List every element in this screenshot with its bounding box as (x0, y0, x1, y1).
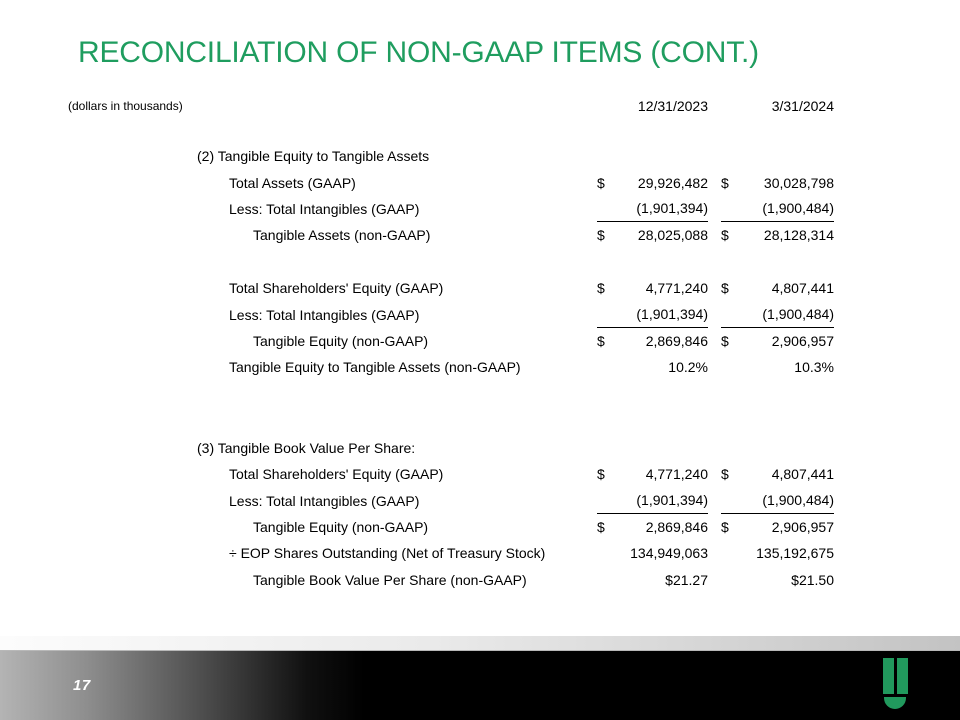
value-cell (721, 514, 834, 540)
value-text: (1,901,394) (636, 306, 708, 323)
value-text: 135,192,675 (756, 545, 834, 562)
table-row (0, 540, 960, 566)
logo-right-bar (897, 658, 908, 694)
value-cell (721, 540, 834, 566)
section-heading-label: (2) Tangible Equity to Tangible Assets (197, 148, 430, 165)
value-text: 29,926,482 (637, 174, 708, 191)
dollar-sign: $ (721, 174, 729, 191)
row-group (0, 275, 960, 381)
reconciliation-table (0, 143, 960, 593)
section-heading-row (0, 435, 960, 461)
dollar-sign: $ (721, 332, 729, 349)
column-header-date-1: 12/31/2023 (637, 98, 708, 114)
table-section (0, 143, 960, 381)
logo-bowl (884, 697, 906, 709)
table-row (0, 354, 960, 380)
value-cell (597, 222, 708, 248)
value-cell (721, 487, 834, 513)
value-text: 30,028,798 (763, 174, 834, 191)
row-label: Tangible Equity (non-GAAP) (253, 332, 429, 349)
table-row (0, 567, 960, 593)
footer-divider-band (0, 636, 960, 651)
value-text: (1,901,394) (636, 492, 708, 509)
table-row (0, 301, 960, 327)
row-label: Tangible Assets (non-GAAP) (253, 227, 431, 244)
value-cell (721, 461, 834, 487)
section-heading-label: (3) Tangible Book Value Per Share: (197, 439, 416, 456)
dollar-sign: $ (721, 280, 729, 297)
value-cell (597, 196, 708, 222)
dollar-sign: $ (597, 174, 605, 191)
value-cell (597, 461, 708, 487)
value-text: 28,128,314 (763, 227, 834, 244)
row-label: Tangible Equity (non-GAAP) (253, 519, 429, 536)
value-cell (721, 196, 834, 222)
slide-title: RECONCILIATION OF NON-GAAP ITEMS (CONT.) (78, 36, 759, 69)
value-text: 4,771,240 (645, 466, 708, 483)
dollar-sign: $ (721, 519, 729, 536)
value-cell (597, 540, 708, 566)
value-text: $21.50 (791, 571, 834, 588)
value-cell (597, 169, 708, 195)
value-text: (1,900,484) (762, 306, 834, 323)
value-cell (597, 567, 708, 593)
value-cell (597, 514, 708, 540)
footer-bar (0, 651, 960, 720)
value-cell (721, 169, 834, 195)
value-cell (597, 354, 708, 380)
table-row (0, 275, 960, 301)
value-cell (721, 328, 834, 354)
dollar-sign: $ (721, 466, 729, 483)
value-cell (597, 275, 708, 301)
value-text: 4,807,441 (771, 280, 834, 297)
row-group (0, 169, 960, 248)
value-text: 2,869,846 (645, 332, 708, 349)
value-cell (597, 487, 708, 513)
value-text: 2,906,957 (771, 519, 834, 536)
table-row (0, 487, 960, 513)
table-row (0, 328, 960, 354)
table-row (0, 169, 960, 195)
row-label: Total Assets (GAAP) (229, 174, 356, 191)
dollar-sign: $ (597, 280, 605, 297)
value-text: $21.27 (665, 571, 708, 588)
value-text: 2,869,846 (645, 519, 708, 536)
row-label: Total Shareholders' Equity (GAAP) (229, 280, 444, 297)
value-text: (1,900,484) (762, 200, 834, 217)
row-label: Less: Total Intangibles (GAAP) (229, 200, 420, 217)
value-cell (721, 222, 834, 248)
table-row (0, 222, 960, 248)
value-text: 10.3% (794, 359, 834, 376)
value-cell (597, 328, 708, 354)
column-header-date-2: 3/31/2024 (771, 98, 834, 114)
value-cell (721, 567, 834, 593)
table-section (0, 435, 960, 593)
table-row (0, 514, 960, 540)
units-note: (dollars in thousands) (68, 99, 183, 113)
row-label: Less: Total Intangibles (GAAP) (229, 306, 420, 323)
value-text: 134,949,063 (630, 545, 708, 562)
value-cell (721, 275, 834, 301)
value-cell (597, 301, 708, 327)
row-label: Tangible Book Value Per Share (non-GAAP) (253, 571, 527, 588)
row-label: Less: Total Intangibles (GAAP) (229, 492, 420, 509)
value-text: (1,901,394) (636, 200, 708, 217)
value-cell (721, 301, 834, 327)
value-text: 4,771,240 (645, 280, 708, 297)
united-community-banks-logo (883, 658, 908, 709)
row-group (0, 461, 960, 593)
page-number: 17 (73, 677, 91, 694)
row-label: ÷ EOP Shares Outstanding (Net of Treasury Stock) (229, 545, 546, 562)
table-row (0, 461, 960, 487)
row-label: Total Shareholders' Equity (GAAP) (229, 466, 444, 483)
value-text: 28,025,088 (637, 227, 708, 244)
value-cell (721, 354, 834, 380)
value-text: 2,906,957 (771, 332, 834, 349)
section-heading-row (0, 143, 960, 169)
dollar-sign: $ (597, 519, 605, 536)
table-row (0, 196, 960, 222)
dollar-sign: $ (597, 227, 605, 244)
dollar-sign: $ (721, 227, 729, 244)
value-text: 4,807,441 (771, 466, 834, 483)
dollar-sign: $ (597, 466, 605, 483)
dollar-sign: $ (597, 332, 605, 349)
logo-left-bar (883, 658, 894, 694)
value-text: 10.2% (668, 359, 708, 376)
value-text: (1,900,484) (762, 492, 834, 509)
row-label: Tangible Equity to Tangible Assets (non-GAAP) (229, 359, 521, 376)
